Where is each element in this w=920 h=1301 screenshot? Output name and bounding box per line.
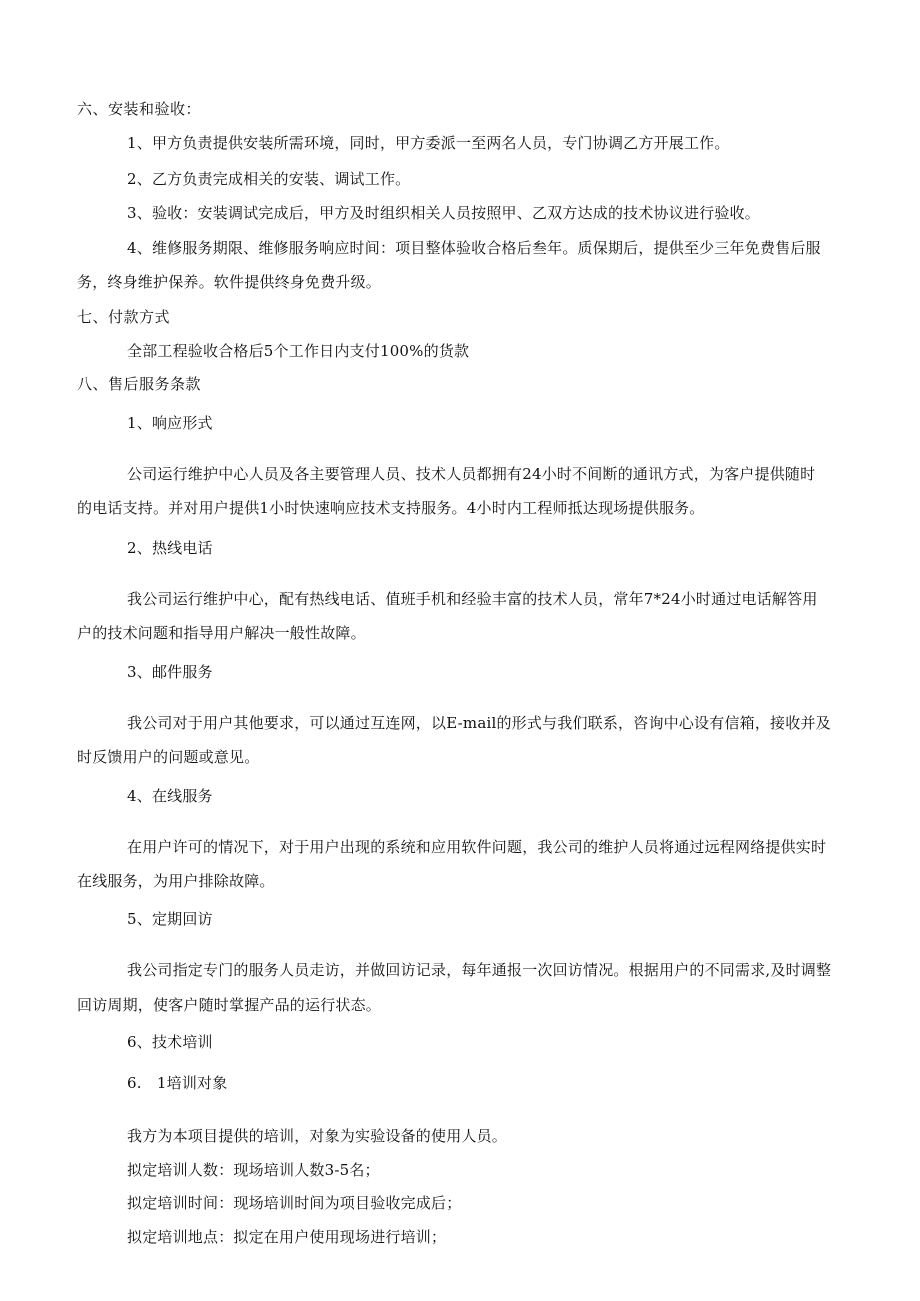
subsection-1-line-1: 公司运行维护中心人员及各主要管理人员、技术人员都拥有24小时不间断的通讯方式，为客户提供随时 [127, 465, 816, 483]
training-time: 拟定培训时间：现场培训时间为项目验收完成后； [127, 1194, 462, 1212]
subsection-4-line-1: 在用户许可的情况下，对于用户出现的系统和应用软件问题，我公司的维护人员将通过远程网络提供实时 [127, 838, 827, 856]
subsection-6-1-title: 6. 1培训对象 [127, 1074, 228, 1092]
section-7-heading: 七、付款方式 [77, 308, 171, 326]
subsection-1-title: 1、响应形式 [127, 414, 213, 432]
subsection-3-line-1: 我公司对于用户其他要求，可以通过互连网，以E-mail的形式与我们联系，咨询中心设有信箱，接收并及 [127, 714, 831, 732]
subsection-6-title: 6、技术培训 [127, 1033, 213, 1051]
subsection-3-title: 3、邮件服务 [127, 663, 213, 681]
subsection-5-line-2: 回访周期，使客户随时掌握产品的运行状态。 [77, 996, 382, 1014]
subsection-2-title: 2、热线电话 [127, 539, 213, 557]
training-people: 拟定培训人数：现场培训人数3-5名； [127, 1161, 380, 1179]
section-6-item-3: 3、验收：安装调试完成后，甲方及时组织相关人员按照甲、乙双方达成的技术协议进行验收。 [127, 204, 760, 222]
section-6-item-4-line-1: 4、维修服务期限、维修服务响应时间：项目整体验收合格后叁年。质保期后，提供至少三年免费售后服 [127, 239, 821, 257]
subsection-2-line-2: 户的技术问题和指导用户解决一般性故障。 [77, 624, 366, 642]
subsection-2-line-1: 我公司运行维护中心，配有热线电话、值班手机和经验丰富的技术人员，常年7*24小时通过电话解答用 [127, 590, 818, 608]
subsection-4-title: 4、在线服务 [127, 787, 213, 805]
subsection-6-1-text: 我方为本项目提供的培训，对象为实验设备的使用人员。 [127, 1127, 508, 1145]
subsection-5-line-1: 我公司指定专门的服务人员走访，并做回访记录，每年通报一次回访情况。根据用户的不同需求,及时调整 [127, 961, 832, 979]
training-place: 拟定培训地点：拟定在用户使用现场进行培训； [127, 1228, 447, 1246]
section-8-heading: 八、售后服务条款 [77, 375, 202, 393]
subsection-4-line-2: 在线服务，为用户排除故障。 [77, 872, 275, 890]
section-6-heading: 六、安装和验收： [77, 100, 202, 118]
section-6-item-1: 1、甲方负责提供安装所需环境，同时，甲方委派一至两名人员，专门协调乙方开展工作。 [127, 134, 730, 152]
subsection-1-line-2: 的电话支持。并对用户提供1小时快速响应技术支持服务。4小时内工程师抵达现场提供服务。 [77, 499, 705, 517]
subsection-3-line-2: 时反馈用户的问题或意见。 [77, 748, 260, 766]
section-7-text: 全部工程验收合格后5个工作日内支付100%的货款 [127, 342, 470, 360]
section-6-item-4-line-2: 务，终身维护保养。软件提供终身免费升级。 [77, 273, 382, 291]
section-6-item-2: 2、乙方负责完成相关的安装、调试工作。 [127, 170, 411, 188]
subsection-5-title: 5、定期回访 [127, 910, 213, 928]
